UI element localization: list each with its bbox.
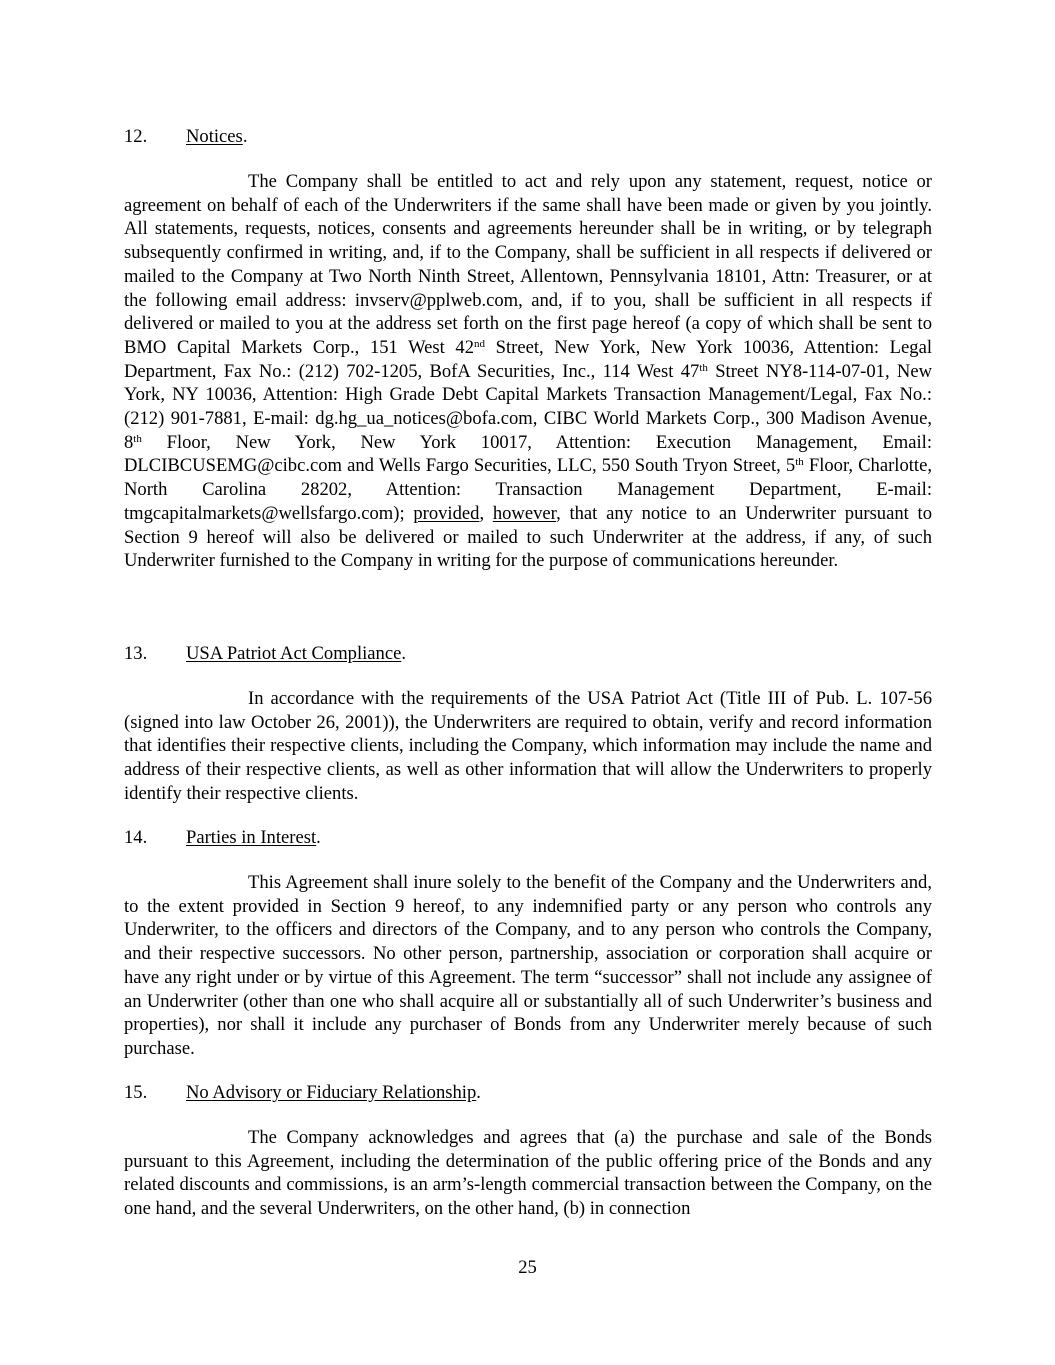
section-title: Notices — [186, 126, 243, 147]
section-title: No Advisory or Fiduciary Relationship — [186, 1082, 477, 1103]
page-number: 25 — [518, 1257, 537, 1278]
section-number: 15. — [124, 1082, 148, 1103]
section-14-paragraph: This Agreement shall inure solely to the benefit of the Company and the Underwriters and, to the extent provided in Section 9 hereof, to any indemnified party or any person who controls any Underwriter, to the officers and directors of the Company, and to any person who controls the Company, and their respective successors. No other person, partnership, association or corporation shall acquire or have any right under or by virtue of this Agreement. The term “successor” shall not include any assignee of an Underwriter (other than one who shall acquire all or substantially all of such Underwriter’s business and properties), nor shall it include any purchaser of Bonds from any Underwriter merely because of such purchase. — [124, 872, 932, 1059]
section-title: USA Patriot Act Compliance — [186, 643, 402, 664]
section-15-heading: 15. No Advisory or Fiduciary Relationship. — [124, 1082, 481, 1103]
section-13-paragraph: In accordance with the requirements of the USA Patriot Act (Title III of Pub. L. 107-56 (signed into law October 26, 2001)), the Underwriters are required to obtain, verify and record information that identifies their respective clients, including the Company, which information may include the name and address of their respective clients, as well as other information that will allow the Underwriters to properly identify their respective clients. — [124, 688, 932, 804]
provided-term: provided — [413, 502, 480, 524]
section-14-heading: 14. Parties in Interest. — [124, 827, 321, 848]
section-12-paragraph: The Company shall be entitled to act and rely upon any statement, request, notice or agreement on behalf of each of the Underwriters if the same shall have been made or given by you jointly. All statements, requests, notices, consents and agreements hereunder shall be in writing, or by telegraph subsequently confirmed in writing, and, if to the Company, shall be sufficient in all respects if delivered or mailed to the Company at Two North Ninth Street, Allentown, Pennsylvania 18101, Attn: Treasurer, or at the following email address: invserv@pplweb.com, and, if to you, shall be sufficient in all respects if delivered or mailed to you at the address set forth on the first page hereof (a copy of which shall be sent to BMO Capital Markets Corp., 151 West 42nd Street, New York, New York 10036, Attention: Legal Department, Fax No.: (212) 702-1205, BofA Securities, Inc., 114 West 47th Street NY8-114-07-01, New York, NY 10036, Attention: High Grade Debt Capital Markets Transaction Management/Legal, Fax No.: (212) 901-7881, E-mail: dg.hg_ua_notices@bofa.com, CIBC World Markets Corp., 300 Madison Avenue, 8th Floor, New York, New York 10017, Attention: Execution Management, Email: DLCIBCUSEMG@cibc.com and Wells Fargo Securities, LLC, 550 South Tryon Street, 5th Floor, Charlotte, North Carolina 28202, Attention: Transaction Management Department, E-mail: tmgcapitalmarkets@wellsfargo.com); provided, however, that any notice to an Underwriter pursuant to Section 9 hereof will also be delivered or mailed to such Underwriter at the address, if any, of such Underwriter furnished to the Company in writing for the purpose of communications hereunder. — [124, 171, 933, 572]
section-title: Parties in Interest — [186, 827, 317, 848]
section-number: 12. — [124, 126, 148, 147]
section-number: 14. — [124, 827, 148, 848]
section-12-heading: 12. Notices. — [124, 126, 248, 147]
section-13-heading: 13. USA Patriot Act Compliance. — [124, 643, 407, 664]
section-15-paragraph: The Company acknowledges and agrees that (a) the purchase and sale of the Bonds pursuant to this Agreement, including the determination of the public offering price of the Bonds and any related discounts and commissions, is an arm’s-length commercial transaction between the Company, on the one hand, and the several Underwriters, on the other hand, (b) in connection — [124, 1127, 932, 1220]
however-term: however — [492, 502, 557, 524]
section-number: 13. — [124, 643, 148, 664]
